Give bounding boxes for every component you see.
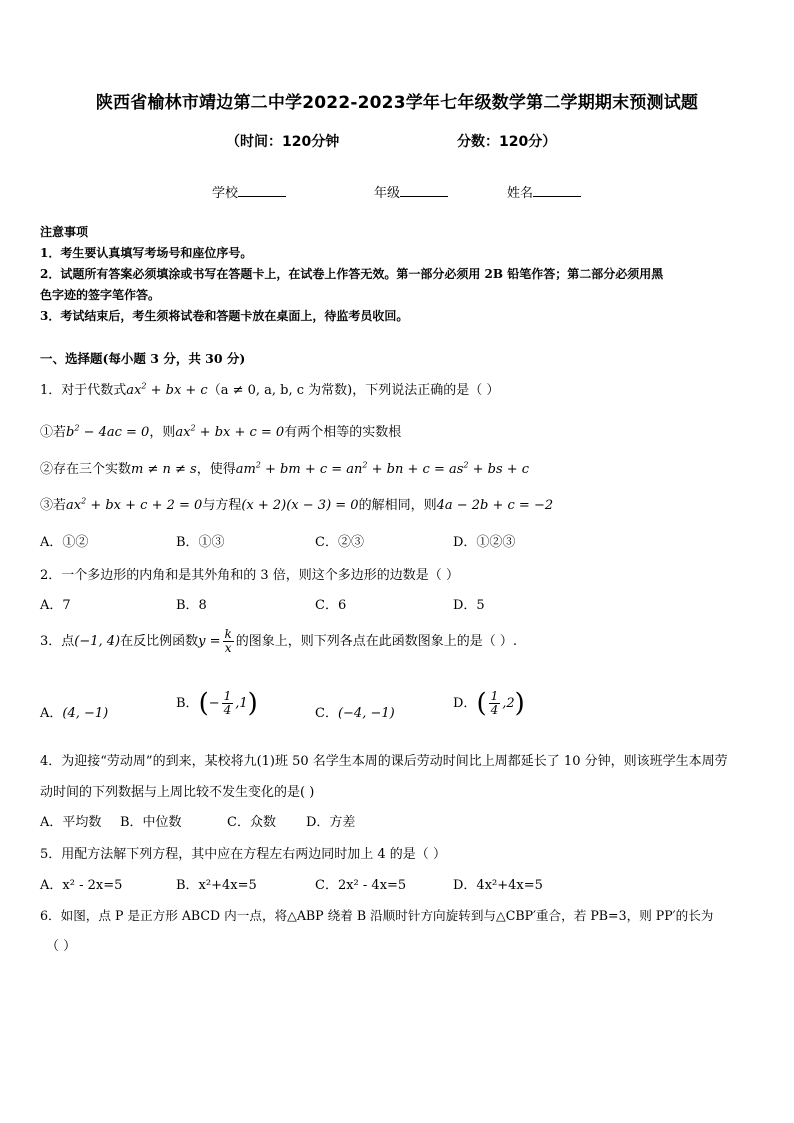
- math-expr: $ax^2$ + bx + c: [126, 381, 208, 398]
- question-6-line2: （ ）: [46, 939, 77, 954]
- option-c[interactable]: C．众数: [227, 815, 276, 830]
- name-label: 姓名: [507, 186, 534, 201]
- statement-2: ②存在三个实数m ≠ n ≠ s，使得$am^2$ + bm + $c = an^2$ + bn + $c = as^2$ + bs + c: [40, 460, 530, 477]
- option-a[interactable]: A．(4, −1): [40, 706, 109, 721]
- option-a[interactable]: A．7: [40, 598, 71, 613]
- note-item: 1．考生要认真填写考场号和座位序号。: [40, 246, 253, 260]
- name-blank: [533, 184, 581, 197]
- fraction: $\frac{k}{x}$: [224, 627, 232, 655]
- option-c[interactable]: C．2x² - 4x=5: [315, 878, 407, 893]
- notes-heading: 注意事项: [40, 225, 89, 239]
- statement-1: ①若$b^2 - 4ac = 0$，则$ax^2$ + bx + c = 0有两个相等的实数根: [40, 423, 402, 440]
- name-field: [507, 182, 581, 201]
- option-b[interactable]: B．(− $\frac{1}{4}$ ,1): [176, 688, 258, 719]
- grade-field: [374, 182, 448, 201]
- option-b[interactable]: B．x²+4x=5: [176, 878, 257, 893]
- fraction: $\frac{1}{4}$: [223, 689, 232, 717]
- question-4-line1: 4．为迎接“劳动周”的到来，某校将九(1)班 50 名学生本周的课后劳动时间比上周都延长了 10 分钟，则该班学生本周劳: [40, 754, 728, 769]
- school-label: 学校: [212, 186, 239, 201]
- fraction: $\frac{1}{4}$: [490, 689, 499, 717]
- option-d[interactable]: D．( $\frac{1}{4}$ ,2): [453, 688, 525, 719]
- option-c[interactable]: C．(−4, −1): [315, 706, 395, 721]
- question-2: 2．一个多边形的内角和是其外角和的 3 倍，则这个多边形的边数是（ ）: [40, 568, 459, 583]
- question-4-line2: 动时间的下列数据与上周比较不发生变化的是( ): [40, 785, 315, 800]
- option-a[interactable]: A．x² - 2x=5: [40, 878, 123, 893]
- option-b[interactable]: B．8: [176, 598, 207, 613]
- grade-blank: [400, 184, 448, 197]
- option-d[interactable]: D．①②③: [453, 535, 516, 550]
- time-limit: （时间：120分钟: [226, 134, 340, 150]
- total-score: 分数：120分）: [457, 134, 557, 150]
- option-a[interactable]: A．平均数: [40, 815, 102, 830]
- question-3: 3．点(−1, 4)在反比例函数y = $\frac{k}{x}$ 的图象上，则下列各点在此函数图象上的是（ ）.: [40, 627, 518, 655]
- option-d[interactable]: D．4x²+4x=5: [453, 878, 543, 893]
- option-c[interactable]: C．②③: [315, 535, 364, 550]
- option-b[interactable]: B．①③: [176, 535, 225, 550]
- option-d[interactable]: D．方差: [306, 815, 356, 830]
- question-5: 5．用配方法解下列方程，其中应在方程左右两边同时加上 4 的是（ ）: [40, 847, 446, 862]
- school-field: [212, 182, 286, 201]
- section-heading: 一、选择题(每小题 3 分，共 30 分): [40, 351, 246, 366]
- question-6-line1: 6．如图，点 P 是正方形 ABCD 内一点，将△ABP 绕着 B 沿顺时针方向旋转到与△CBP′重合，若 PB=3，则 PP′的长为: [40, 908, 714, 923]
- option-c[interactable]: C．6: [315, 598, 347, 613]
- note-item: 2．试题所有答案必须填涂或书写在答题卡上，在试卷上作答无效。第一部分必须用 2B 铅笔作答；第二部分必须用黑: [40, 267, 664, 281]
- option-b[interactable]: B．中位数: [120, 815, 182, 830]
- statement-3: ③若$ax^2$ + bx + c + 2 = 0与方程(x + 2)(x − 3) = 0的解相同，则4a − 2b + c = −2: [40, 496, 554, 513]
- question-1: 1．对于代数式$ax^2$ + bx + c（a ≠ 0, a, b, c 为常数)，下列说法正确的是（ ）: [40, 381, 500, 398]
- note-item: 3．考试结束后，考生须将试卷和答题卡放在桌面上，待监考员收回。: [40, 309, 409, 323]
- grade-label: 年级: [374, 186, 401, 201]
- option-d[interactable]: D．5: [453, 598, 485, 613]
- note-item: 色字迹的签字笔作答。: [40, 288, 161, 302]
- school-blank: [238, 184, 286, 197]
- exam-title: 陕西省榆林市靖边第二中学2022-2023学年七年级数学第二学期期末预测试题: [95, 93, 699, 113]
- option-a[interactable]: A．①②: [40, 535, 89, 550]
